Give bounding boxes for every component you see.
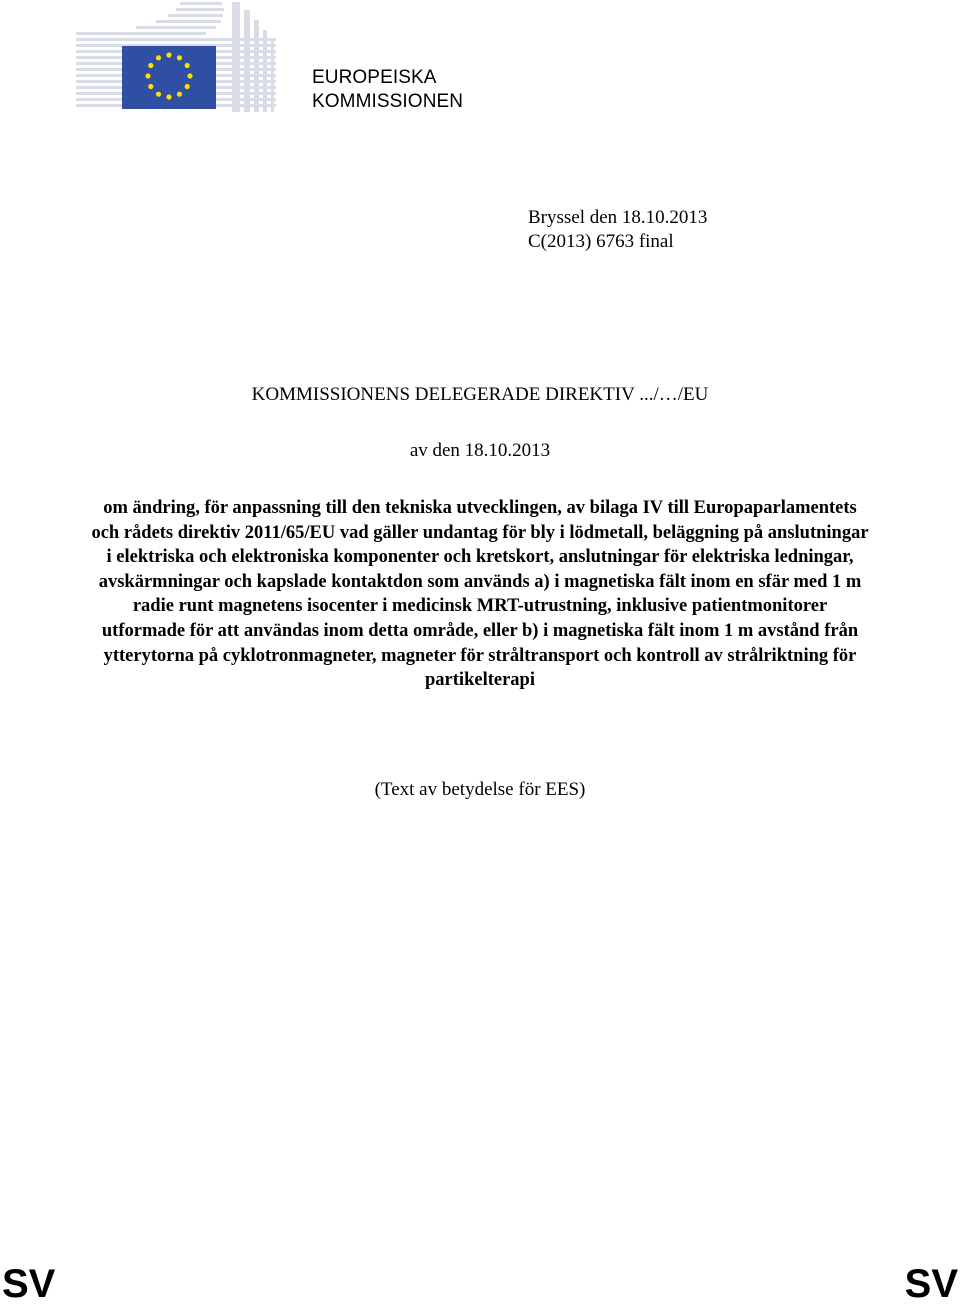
language-code-right: SV	[904, 1262, 958, 1306]
place-and-date: Bryssel den 18.10.2013	[528, 207, 708, 228]
organization-name-line1: EUROPEISKA	[312, 67, 437, 88]
logo-graphic	[76, 2, 276, 112]
document-title: KOMMISSIONENS DELEGERADE DIREKTIV .../…/EU	[251, 384, 709, 405]
document-subject: om ändring, för anpassning till den tekniska utvecklingen, av bilaga IV till Europaparlamentets och rådets direktiv 2011/65/EU vad gäller undantag för bly i lödmetall, beläggning på anslutningar i elektriska och elektroniska komponenter och kretskort, anslutningar för elektriska ledningar, avskärmningar och kapslade kontaktdon som används a) i magnetiska fält inom en sfär med 1 m radie runt magnetens isocenter i medicinsk MRT-utrustning, inklusive patientmonitorer utformade för att användas inom detta område, eller b) i magnetiska fält inom 1 m avstånd från ytterytorna på cyklotronmagneter, magneter för stråltransport och kontroll av strålriktning för partikelterapi	[91, 498, 869, 691]
eea-relevance-note: (Text av betydelse för EES)	[374, 779, 586, 800]
organization-name-line2: KOMMISSIONEN	[312, 91, 464, 112]
document-meta	[528, 206, 707, 254]
organization-name	[312, 66, 463, 114]
european-commission-logo-icon	[76, 2, 276, 112]
document-reference: C(2013) 6763 final	[528, 231, 674, 252]
eu-flag-icon	[122, 46, 216, 109]
document-date: av den 18.10.2013	[409, 440, 551, 461]
language-code-left: SV	[2, 1262, 56, 1306]
